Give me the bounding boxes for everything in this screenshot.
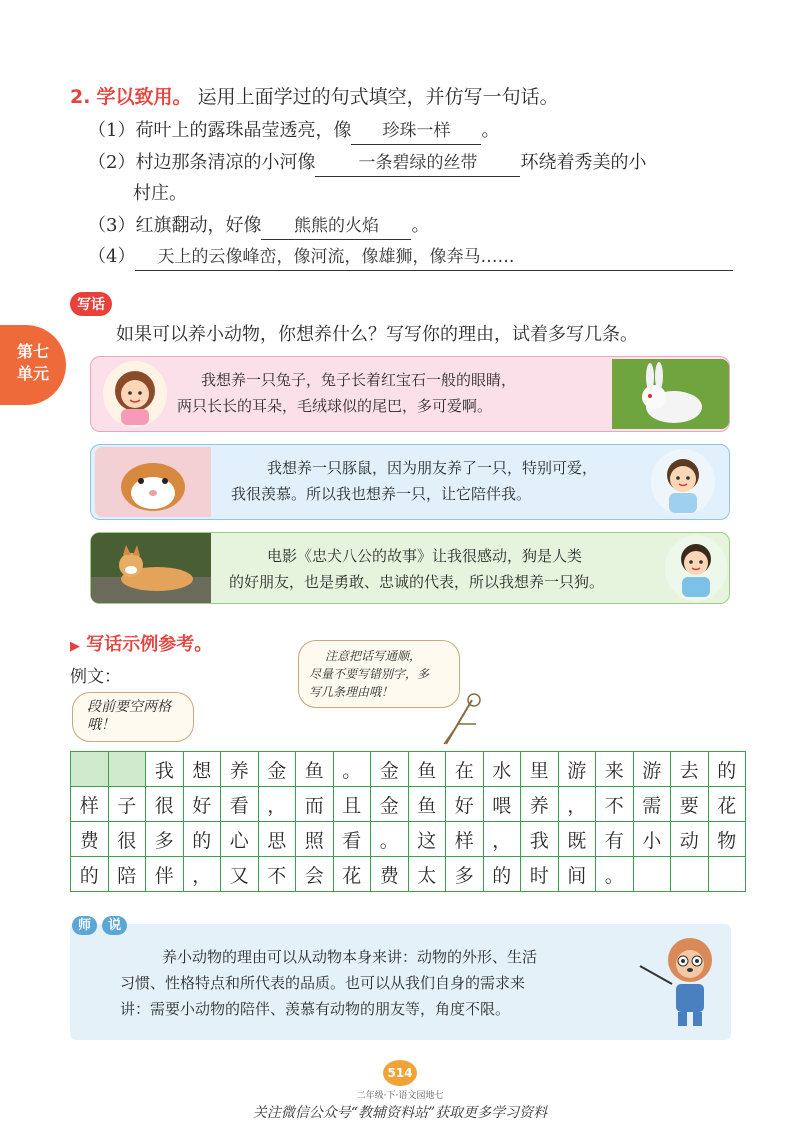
- grid-cell: ，: [483, 822, 521, 857]
- grid-cell: 这: [408, 822, 446, 857]
- grid-cell: 金: [371, 787, 409, 822]
- grid-cell: [108, 752, 146, 787]
- grid-cell: 。: [371, 822, 409, 857]
- boy-avatar-1: [651, 449, 715, 515]
- grid-cell: 喂: [483, 787, 521, 822]
- grid-cell: ，: [183, 857, 221, 892]
- grid-cell: 养: [521, 787, 559, 822]
- example-2-line2: 我很羡慕。所以我也想养一只，让它陪伴我。: [231, 485, 532, 503]
- grid-row: [71, 822, 746, 857]
- question-index: （1）: [88, 120, 136, 141]
- grid-cell: [633, 857, 671, 892]
- grid-cell: 花: [708, 787, 746, 822]
- reference-title: 写话示例参考。: [86, 634, 213, 655]
- grid-cell: 又: [221, 857, 259, 892]
- grid-cell: 物: [708, 822, 746, 857]
- page-number: 514: [383, 1060, 417, 1086]
- pencil-character-icon: [432, 690, 492, 752]
- unit-tab-line1: 第七: [16, 342, 49, 361]
- grid-cell: 里: [521, 752, 559, 787]
- example-3-line2: 的好朋友，也是勇敢、忠诚的代表，所以我想养一只狗。: [229, 573, 605, 591]
- grid-cell: 来: [596, 752, 634, 787]
- question-index: （4）: [88, 246, 136, 267]
- bubble-left-text: 段前要空两格哦！: [87, 699, 171, 733]
- grid-cell: 有: [596, 822, 634, 857]
- watermark: 关注微信公众号“教辅资料站”获取更多学习资料: [252, 1105, 548, 1121]
- grid-cell: 照: [296, 822, 334, 857]
- grid-row: [71, 787, 746, 822]
- section-number: 2.: [70, 86, 91, 108]
- grid-cell: ，: [558, 787, 596, 822]
- question-text: 荷叶上的露珠晶莹透亮，像: [135, 120, 352, 141]
- question-3: [88, 213, 429, 240]
- grid-cell: 的: [708, 752, 746, 787]
- xiehua-badge: 写话: [70, 292, 112, 316]
- grid-cell: 伴: [146, 857, 184, 892]
- section-instruction: 运用上面学过的句式填空，并仿写一句话。: [197, 86, 559, 108]
- grid-cell: 的: [71, 857, 109, 892]
- grid-cell: [71, 752, 109, 787]
- example-label: 例文：: [70, 667, 121, 687]
- grid-cell: 我: [521, 822, 559, 857]
- grid-cell: 金: [371, 752, 409, 787]
- grid-cell: 不: [258, 857, 296, 892]
- question-2: [88, 150, 748, 177]
- rabbit-photo: [612, 359, 729, 429]
- teacher-badge-2: 说: [102, 916, 127, 935]
- book-info: 二年级·下·语文园地七: [356, 1091, 444, 1101]
- question-index: （2）: [88, 152, 136, 173]
- teacher-line2: 习惯、性格特点和所代表的品质。也可以从我们自身的需求来: [120, 974, 526, 992]
- boy-avatar-2: [665, 535, 727, 601]
- grid-cell: 水: [483, 752, 521, 787]
- grid-cell: 而: [296, 787, 334, 822]
- grid-row: [71, 752, 746, 787]
- answer-blank: 一条碧绿的丝带: [315, 150, 520, 177]
- question-2-line2: 村庄。: [133, 183, 187, 204]
- grid-cell: 看: [221, 787, 259, 822]
- grid-cell: 既: [558, 822, 596, 857]
- example-card-2: [90, 444, 730, 520]
- grid-cell: 样: [446, 822, 484, 857]
- grid-cell: 要: [671, 787, 709, 822]
- grid-cell: 。: [333, 752, 371, 787]
- grid-cell: 的: [183, 822, 221, 857]
- grid-cell: 且: [333, 787, 371, 822]
- writing-grid: [70, 751, 746, 892]
- grid-cell: 子: [108, 787, 146, 822]
- grid-cell: 太: [408, 857, 446, 892]
- grid-cell: 需: [633, 787, 671, 822]
- answer-blank: 天上的云像峰峦，像河流，像雄狮，像奔马……: [135, 244, 733, 271]
- bubble-right-line2: 尽量不要写错别字，多: [309, 667, 430, 681]
- teacher-badge-1: 师: [72, 916, 97, 935]
- guinea-pig-photo: [95, 447, 211, 517]
- grid-cell: 费: [71, 822, 109, 857]
- teacher-line1: 养小动物的理由可以从动物本身来讲：动物的外形、生活: [162, 948, 538, 966]
- triangle-icon: ▶: [70, 639, 80, 654]
- teacher-badge: [72, 914, 127, 933]
- teacher-line3: 讲：需要小动物的陪伴、羡慕有动物的朋友等，角度不限。: [120, 1000, 511, 1018]
- grid-table: [70, 751, 746, 892]
- grid-cell: 陪: [108, 857, 146, 892]
- question-suffix: 环绕着秀美的小: [520, 152, 647, 173]
- dog-photo: [91, 533, 211, 603]
- grid-cell: 样: [71, 787, 109, 822]
- bubble-right-line1: 注意把话写通顺，: [325, 649, 422, 663]
- example-1-line1: 我想养一只兔子，兔子长着红宝石一般的眼睛，: [201, 371, 517, 389]
- grid-cell: 间: [558, 857, 596, 892]
- question-4: [88, 244, 733, 271]
- question-suffix: 。: [411, 215, 430, 236]
- grid-cell: [708, 857, 746, 892]
- girl-avatar: [103, 361, 167, 427]
- grid-cell: 小: [633, 822, 671, 857]
- grid-cell: ，: [258, 787, 296, 822]
- grid-cell: 在: [446, 752, 484, 787]
- grid-cell: 金: [258, 752, 296, 787]
- xiehua-prompt: 如果可以养小动物，你想养什么？写写你的理由，试着多写几条。: [116, 324, 638, 345]
- answer-blank: 珍珠一样: [351, 118, 481, 145]
- grid-cell: 我: [146, 752, 184, 787]
- grid-cell: 多: [146, 822, 184, 857]
- example-2-line1: 我想养一只豚鼠，因为朋友养了一只，特别可爱，: [267, 459, 598, 477]
- example-card-3: [90, 532, 730, 604]
- grid-cell: 鱼: [296, 752, 334, 787]
- grid-cell: 不: [596, 787, 634, 822]
- grid-cell: 游: [633, 752, 671, 787]
- grid-cell: 去: [671, 752, 709, 787]
- dog-teacher-icon: [638, 926, 728, 1040]
- answer-blank: 熊熊的火焰: [261, 213, 411, 240]
- question-text: 红旗翻动，好像: [135, 215, 262, 236]
- grid-cell: 多: [446, 857, 484, 892]
- section-title: 学以致用。: [96, 86, 192, 108]
- grid-row: [71, 857, 746, 892]
- question-index: （3）: [88, 215, 136, 236]
- question-text: 村边那条清凉的小河像: [135, 152, 316, 173]
- teacher-box: [70, 924, 731, 1040]
- unit-tab-line2: 单元: [16, 364, 49, 383]
- grid-cell: 好: [446, 787, 484, 822]
- grid-cell: [671, 857, 709, 892]
- grid-cell: 鱼: [408, 752, 446, 787]
- reference-heading: [70, 630, 212, 656]
- question-1: [88, 118, 499, 145]
- example-3-line1: 电影《忠犬八公的故事》让我很感动，狗是人类: [267, 547, 583, 565]
- bubble-right-line3: 写几条理由哦！: [309, 685, 394, 699]
- grid-cell: 心: [221, 822, 259, 857]
- grid-cell: 。: [596, 857, 634, 892]
- section-2-heading: [70, 82, 559, 109]
- grid-cell: 时: [521, 857, 559, 892]
- grid-cell: 鱼: [408, 787, 446, 822]
- grid-cell: 好: [183, 787, 221, 822]
- grid-cell: 游: [558, 752, 596, 787]
- grid-cell: 费: [371, 857, 409, 892]
- grid-cell: 养: [221, 752, 259, 787]
- grid-cell: 动: [671, 822, 709, 857]
- grid-cell: 看: [333, 822, 371, 857]
- grid-cell: 会: [296, 857, 334, 892]
- grid-cell: 的: [483, 857, 521, 892]
- unit-tab: [0, 325, 66, 405]
- example-1-line2: 两只长长的耳朵，毛绒球似的尾巴，多可爱啊。: [177, 397, 493, 415]
- grid-cell: 很: [108, 822, 146, 857]
- example-card-1: [90, 356, 730, 432]
- bubble-left: [72, 692, 194, 742]
- grid-cell: 思: [258, 822, 296, 857]
- grid-cell: 想: [183, 752, 221, 787]
- grid-cell: 很: [146, 787, 184, 822]
- question-suffix: 。: [481, 120, 500, 141]
- grid-cell: 花: [333, 857, 371, 892]
